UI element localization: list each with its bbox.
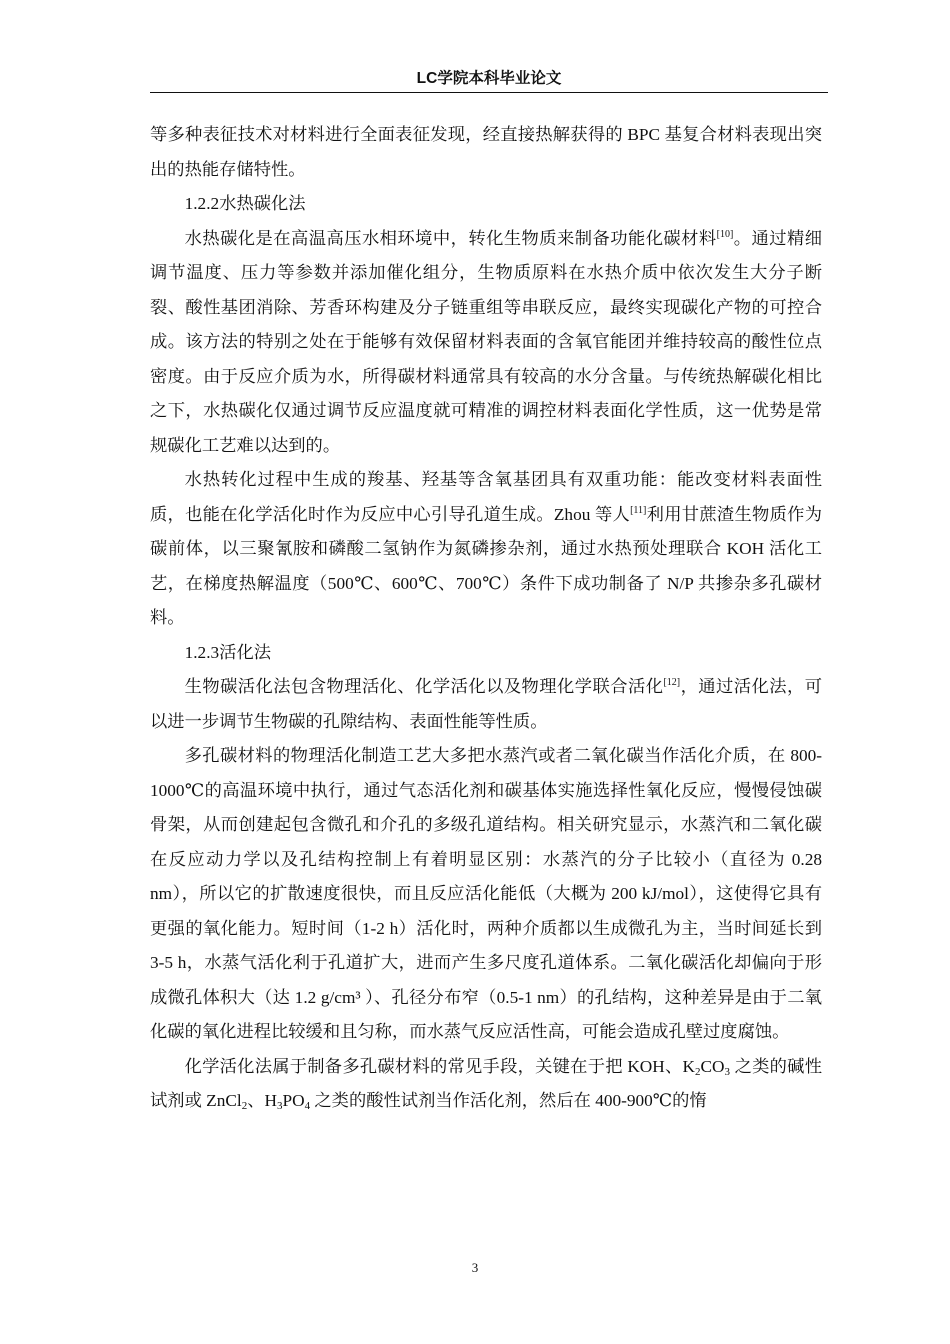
citation-ref: [10] <box>716 228 734 240</box>
running-header: LC学院本科毕业论文 <box>416 70 562 87</box>
paragraph-hydrothermal-intro <box>150 222 822 464</box>
section-heading-activation: 1.2.3活化法 <box>184 642 272 662</box>
text-run: 、H <box>247 1091 277 1110</box>
subscript: 3 <box>724 1065 731 1078</box>
text-run: PO <box>282 1091 305 1110</box>
paragraph-activation-intro <box>150 670 822 739</box>
text-run: 水热碳化是在高温高压水相环境中，转化生物质来制备功能化碳材料 <box>184 228 717 248</box>
subscript: 2 <box>241 1100 248 1112</box>
text-run: CO <box>700 1056 725 1076</box>
paragraph-physical-activation: 多孔碳材料的物理活化制造工艺大多把水蒸汽或者二氧化碳当作活化介质，在 800-1000℃的高温环境中执行，通过气态活化剂和碳基体实施选择性氧化反应，慢慢侵蚀碳骨架，从而创建起包含微孔和介孔的多级孔道结构。相关研究显示，水蒸汽和二氧化碳在反应动力学以及孔结构控制上有着明显区别：水蒸汽的分子比较小（直径为 0.28 nm），所以它的扩散速度很快，而且反应活化能低（大概为 200 kJ/mol），这使得它具有更强的氧化能力。短时间（1-2 h）活化时，两种介质都以生成微孔为主，当时间延长到 3-5 h，水蒸气活化利于孔道扩大，进而产生多尺度孔道体系。二氧化碳活化却偏向于形成微孔体积大（达 1.2 g/cm³ ）、孔径分布窄（0.5-1 nm）的孔结构，这种差异是由于二氧化碳的氧化进程比较缓和且匀称，而水蒸气反应活性高，可能会造成孔壁过度腐蚀。 <box>150 746 822 1041</box>
text-run: 生物碳活化法包含物理活化、化学活化以及物理化学联合活化 <box>184 677 664 696</box>
header-divider <box>150 92 828 93</box>
text-run: ，通过活化法，可以进一步调节生物碳的孔隙结构、表面性能等性质。 <box>150 677 822 731</box>
paragraph-hydrothermal-functions <box>150 463 822 636</box>
text-run: 之类的酸性试剂当作活化剂，然后在 400-900℃的惰 <box>310 1091 707 1110</box>
subscript: 3 <box>276 1100 283 1112</box>
section-heading-hydrothermal: 1.2.2水热碳化法 <box>184 194 306 213</box>
page-number: 3 <box>471 1260 479 1275</box>
text-run: 。通过精细调节温度、压力等参数并添加催化组分，生物质原料在水热介质中依次发生大分子断裂、酸性基团消除、芳香环构建及分子链重组等串联反应，最终实现碳化产物的可控合成。该方法的特别之处在于能够有效保留材料表面的含氧官能团并维持较高的酸性位点密度。由于反应介质为水，所得碳材料通常具有较高的水分含量。与传统热解碳化相比之下，水热碳化仅通过调节反应温度就可精准的调控材料表面化学性质，这一优势是常规碳化工艺难以达到的。 <box>150 228 822 455</box>
text-run: 之类的碱性试剂或 ZnCl <box>150 1056 822 1110</box>
text-run: 水热转化过程中生成的羧基、羟基等含氧基团具有双重功能：能改变材料表面性质，也能在化学活化时作为反应中心引导孔道生成。Zhou 等人 <box>150 470 822 524</box>
citation-ref: [12] <box>663 677 681 688</box>
text-run: 利用甘蔗渣生物质作为碳前体，以三聚氰胺和磷酸二氢钠作为氮磷掺杂剂，通过水热预处理联合 KOH 活化工艺，在梯度热解温度（500℃、600℃、700℃）条件下成功制备了 N/P 共掺杂多孔碳材料。 <box>150 504 822 627</box>
paragraph-chemical-activation <box>150 1050 822 1119</box>
subscript: 4 <box>304 1100 311 1112</box>
body-text <box>150 118 822 1119</box>
text-run: 化学活化法属于制备多孔碳材料的常见手段，关键在于把 KOH、K <box>184 1056 696 1076</box>
citation-ref: [11] <box>630 504 647 516</box>
paragraph-continuation: 等多种表征技术对材料进行全面表征发现，经直接热解获得的 BPC 基复合材料表现出突出的热能存储特性。 <box>150 125 822 179</box>
subscript: 2 <box>695 1065 701 1078</box>
